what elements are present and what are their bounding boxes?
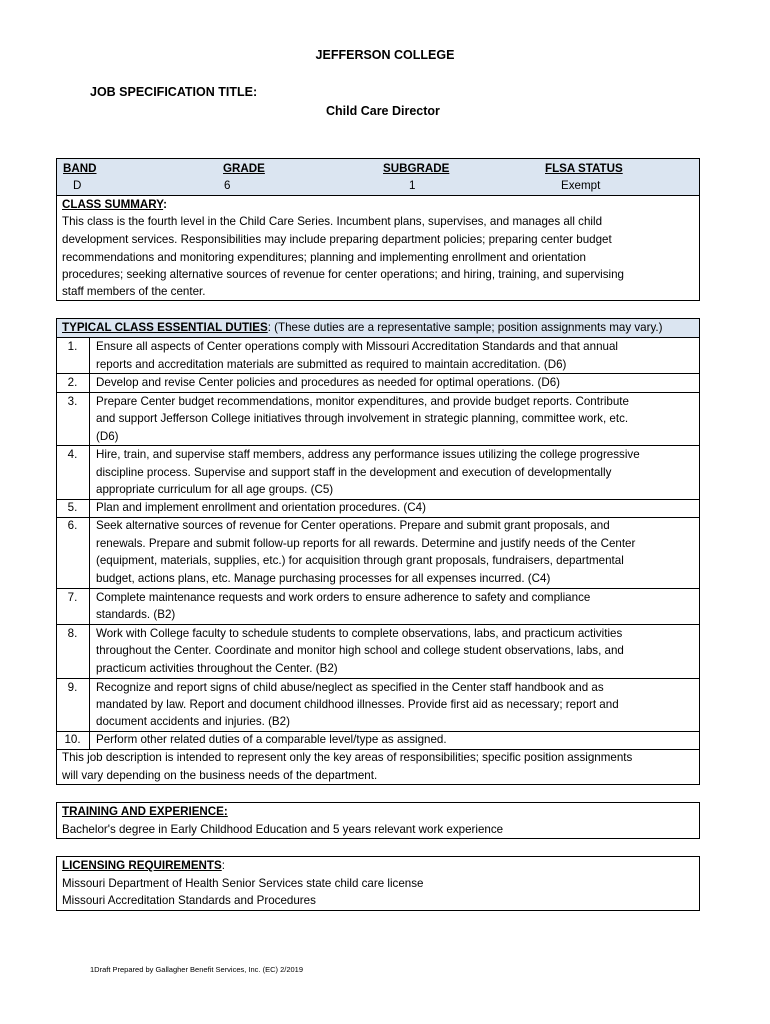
duty-line: (D6) [96, 430, 119, 443]
duty-number: 3. [67, 395, 78, 408]
duty-number: 4. [67, 448, 78, 461]
duty-line: Hire, train, and supervise staff members, address any performance issues utilizing the college progressive [96, 448, 640, 461]
training-heading: TRAINING AND EXPERIENCE: [62, 805, 228, 818]
duty-row [57, 499, 699, 517]
duties-footer-line: This job description is intended to represent only the key areas of responsibilities; specific position assignments [62, 751, 633, 764]
class-summary-heading: CLASS SUMMARY: [62, 198, 167, 211]
duties-heading: TYPICAL CLASS ESSENTIAL DUTIES: (These duties are a representative sample; position assignments may vary.) [62, 321, 663, 334]
band-label: BAND [63, 162, 97, 175]
licensing-line: Missouri Department of Health Senior Services state child care license [62, 877, 424, 890]
duty-number: 2. [67, 376, 78, 389]
divider [89, 393, 90, 445]
duty-line: budget, actions plans, etc. Manage purchasing processes for all expenses incurred. (C4) [96, 572, 551, 585]
divider [89, 679, 90, 731]
duty-line: Plan and implement enrollment and orientation procedures. (C4) [96, 501, 426, 514]
duty-number: 10. [64, 733, 81, 746]
job-spec-label: JOB SPECIFICATION TITLE: [90, 85, 258, 99]
duty-line: practicum activities throughout the Center. (B2) [96, 662, 338, 675]
duty-row [57, 392, 699, 445]
duty-number: 7. [67, 591, 78, 604]
divider [89, 589, 90, 624]
duty-line: mandated by law. Report and document childhood illnesses. Provide first aid as necessary; report and [96, 698, 619, 711]
duty-row [57, 337, 699, 373]
training-text: Bachelor's degree in Early Childhood Education and 5 years relevant work experience [62, 823, 504, 836]
class-summary-line: development services. Responsibilities may include preparing department policies; preparing center budget [62, 233, 612, 246]
class-summary-line: staff members of the center. [62, 285, 206, 298]
licensing-box [56, 856, 700, 911]
duty-row [57, 373, 699, 392]
duty-line: Recognize and report signs of child abuse/neglect as specified in the Center staff handbook and as [96, 681, 604, 694]
duty-line: Complete maintenance requests and work orders to ensure adherence to safety and compliance [96, 591, 591, 604]
class-summary-line: This class is the fourth level in the Child Care Series. Incumbent plans, supervises, and manages all child [62, 215, 603, 228]
duty-line: Perform other related duties of a comparable level/type as assigned. [96, 733, 447, 746]
duty-line: reports and accreditation materials are submitted as required to maintain accreditation. (D6) [96, 358, 567, 371]
job-title: Child Care Director [326, 104, 440, 118]
duty-row [57, 624, 699, 678]
divider [89, 732, 90, 749]
class-summary-line: procedures; seeking alternative sources of revenue for center operations; and hiring, training, and supervising [62, 268, 624, 281]
duty-line: appropriate curriculum for all age groups. (C5) [96, 483, 334, 496]
organization-name: JEFFERSON COLLEGE [315, 48, 455, 62]
duty-number: 5. [67, 501, 78, 514]
licensing-line: Missouri Accreditation Standards and Procedures [62, 894, 316, 907]
duty-row [57, 517, 699, 588]
subgrade-value: 1 [409, 179, 416, 192]
band-value: D [73, 179, 82, 192]
duty-line: throughout the Center. Coordinate and monitor high school and college student observations, labs, and [96, 644, 624, 657]
duty-number: 9. [67, 681, 78, 694]
divider [89, 446, 90, 499]
class-summary-line: recommendations and monitoring expenditures; planning and implementing enrollment and orientation [62, 251, 586, 264]
duty-line: Ensure all aspects of Center operations comply with Missouri Accreditation Standards and that annual [96, 340, 619, 353]
duties-footer-line: will vary depending on the business needs of the department. [62, 769, 378, 782]
duty-number: 8. [67, 627, 78, 640]
duty-row [57, 445, 699, 499]
training-box [56, 802, 700, 839]
divider [89, 500, 90, 517]
duty-row [57, 678, 699, 731]
duty-line: renewals. Prepare and submit follow-up reports for all rewards. Determine and justify needs of the Center [96, 537, 636, 550]
duty-line: discipline process. Supervise and support staff in the development and execution of developmentally [96, 466, 612, 479]
flsa-value: Exempt [561, 179, 601, 192]
footer-note: 1Draft Prepared by Gallagher Benefit Services, Inc. (EC) 2/2019 [90, 965, 304, 974]
flsa-label: FLSA STATUS [545, 162, 623, 175]
duty-line: and support Jefferson College initiatives through involvement in strategic planning, committee work, etc. [96, 412, 629, 425]
duties-footer [57, 749, 699, 785]
subgrade-label: SUBGRADE [383, 162, 450, 175]
licensing-heading: LICENSING REQUIREMENTS: [62, 859, 225, 872]
classification-summary-box [56, 158, 700, 301]
divider [89, 625, 90, 678]
grade-label: GRADE [223, 162, 265, 175]
divider [89, 374, 90, 392]
duty-number: 1. [67, 340, 78, 353]
duty-line: standards. (B2) [96, 608, 176, 621]
duty-number: 6. [67, 519, 78, 532]
duty-line: Develop and revise Center policies and procedures as needed for optimal operations. (D6) [96, 376, 561, 389]
duties-box [56, 318, 700, 785]
duty-line: Seek alternative sources of revenue for Center operations. Prepare and submit grant proposals, and [96, 519, 610, 532]
duty-row [57, 731, 699, 749]
duty-line: (equipment, materials, supplies, etc.) for acquisition through grant proposals, fundraisers, departmental [96, 554, 624, 567]
duty-line: document accidents and injuries. (B2) [96, 715, 290, 728]
grade-value: 6 [224, 179, 231, 192]
duty-line: Prepare Center budget recommendations, monitor expenditures, and provide budget reports. Contribute [96, 395, 629, 408]
duty-line: Work with College faculty to schedule students to complete observations, labs, and practicum activities [96, 627, 623, 640]
divider [89, 338, 90, 373]
duty-row [57, 588, 699, 624]
divider [89, 518, 90, 588]
